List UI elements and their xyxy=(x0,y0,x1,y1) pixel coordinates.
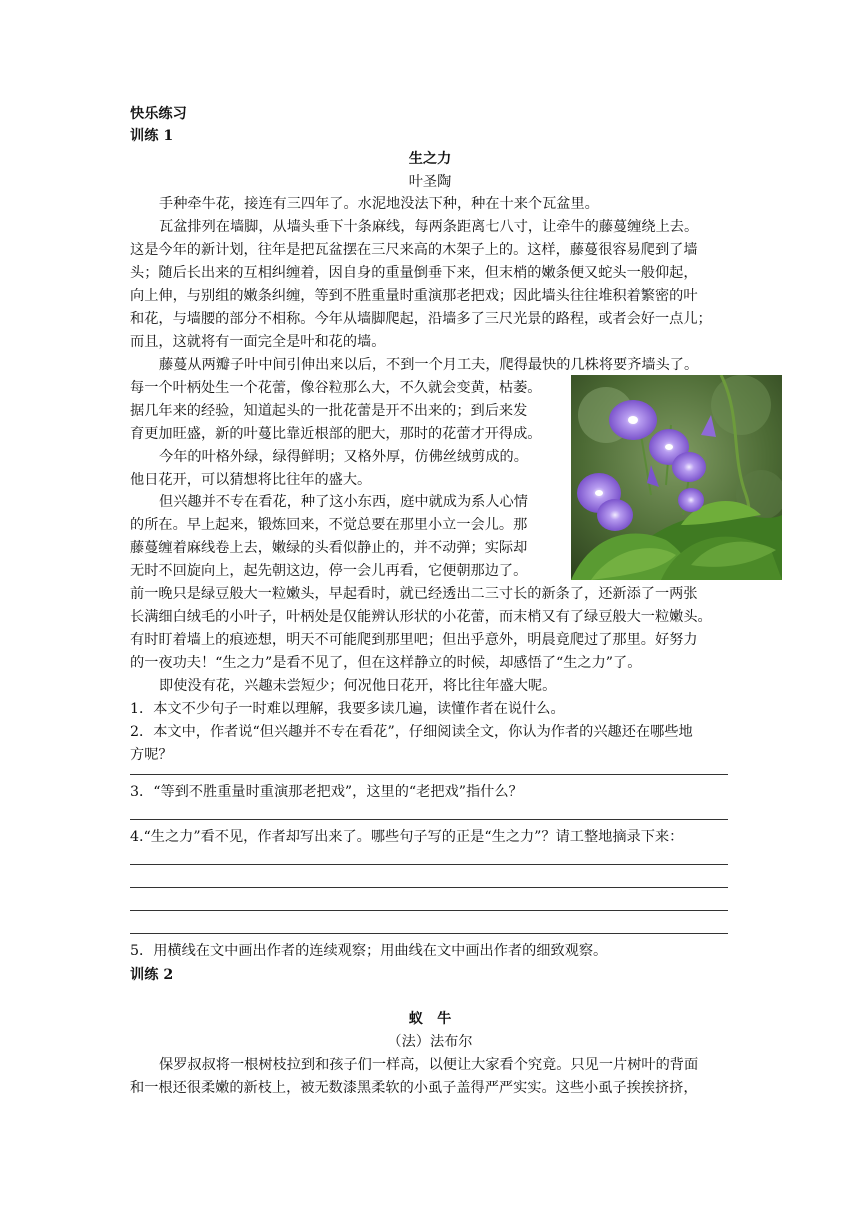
training2-label: 训练 2 xyxy=(130,967,174,983)
passage-line: 藤蔓缠着麻线卷上去，嫩绿的头看似静止的，并不动弹；实际却 xyxy=(130,540,528,556)
question-5: 5．用横线在文中画出作者的连续观察；用曲线在文中画出作者的细致观察。 xyxy=(130,943,608,959)
passage-line: 今年的叶格外绿，绿得鲜明；又格外厚，仿佛丝绒剪成的。 xyxy=(159,449,528,465)
passage-line: 手种牵牛花，接连有三四年了。水泥地没法下种，种在十来个瓦盆里。 xyxy=(159,196,599,212)
section-title: 快乐练习 xyxy=(130,106,187,122)
passage-line: 和一根还很柔嫩的新枝上，被无数漆黑柔软的小虱子盖得严严实实。这些小虱子挨挨挤挤， xyxy=(130,1080,698,1096)
training1-author: 叶圣陶 xyxy=(408,174,452,190)
question-1: 1．本文不少句子一时难以理解，我要多读几遍，读懂作者在说什么。 xyxy=(130,701,565,717)
passage-line: 的一夜功夫！“生之力”是看不见了，但在这样静立的时候，却感悟了“生之力”了。 xyxy=(130,655,642,671)
passage-line: 而且，这就将有一面完全是叶和花的墙。 xyxy=(130,334,386,350)
passage-line: 但兴趣并不专在看花，种了这小东西，庭中就成为系人心情 xyxy=(159,494,528,510)
passage-line: 据几年来的经验，知道起头的一批花蕾是开不出来的；到后来发 xyxy=(130,403,528,419)
training1-label: 训练 1 xyxy=(130,128,174,144)
training1-title: 生之力 xyxy=(408,151,452,167)
passage-line: 每一个叶柄处生一个花蕾，像谷粒那么大，不久就会变黄，枯萎。 xyxy=(130,380,542,396)
passage-line: 头；随后长出来的互相纠缠着，因自身的重量倒垂下来，但末梢的嫩条便又蛇头一般仰起， xyxy=(130,265,698,281)
passage-line: 和花，与墙腰的部分不相称。今年从墙脚爬起，沿墙多了三尺光景的路程，或者会好一点儿； xyxy=(130,311,712,327)
passage-line: 长满细白绒毛的小叶子，叶柄处是仅能辨认形状的小花蕾，而末梢又有了绿豆般大一粒嫩头。 xyxy=(130,609,712,625)
passage-line: 向上伸，与别组的嫩条纠缠，等到不胜重量时重演那老把戏；因此墙头往往堆积着繁密的叶 xyxy=(130,288,698,304)
passage-line: 育更加旺盛，新的叶蔓比靠近根部的肥大，那时的花蕾才开得成。 xyxy=(130,426,542,442)
question-2-cont: 方呢？ xyxy=(130,747,173,763)
passage-line: 有时盯着墙上的痕迹想，明天不可能爬到那里吧；但出乎意外，明晨竟爬过了那里。好努力 xyxy=(130,632,698,648)
answer-line[interactable] xyxy=(130,887,728,888)
morning-glory-photo xyxy=(571,375,782,580)
passage-line: 前一晚只是绿豆般大一粒嫩头，早起看时，就已经透出二三寸长的新条了，还新添了一两张 xyxy=(130,586,698,602)
answer-line[interactable] xyxy=(130,819,728,820)
passage-line: 藤蔓从两瓣子叶中间引伸出来以后，不到一个月工夫，爬得最快的几株将要齐墙头了。 xyxy=(159,357,699,373)
passage-line: 的所在。早上起来，锻炼回来，不觉总要在那里小立一会儿。那 xyxy=(130,517,528,533)
question-2: 2．本文中，作者说“但兴趣并不专在看花”，仔细阅读全文，你认为作者的兴趣还在哪些地 xyxy=(130,724,693,740)
training2-author: （法）法布尔 xyxy=(387,1034,473,1050)
passage-line: 即使没有花，兴趣未尝短少；何况他日花开，将比往年盛大呢。 xyxy=(159,678,557,694)
passage-line: 保罗叔叔将一根树枝拉到和孩子们一样高，以便让大家看个究竟。只见一片树叶的背面 xyxy=(159,1057,699,1073)
question-4: 4.“生之力”看不见，作者却写出来了。哪些句子写的正是“生之力”？请工整地摘录下来： xyxy=(130,829,684,845)
passage-line: 他日花开，可以猜想将比往年的盛大。 xyxy=(130,472,372,488)
passage-line: 瓦盆排列在墙脚，从墙头垂下十条麻线，每两条距离七八寸，让牵牛的藤蔓缠绕上去。 xyxy=(159,219,699,235)
answer-line[interactable] xyxy=(130,864,728,865)
answer-line[interactable] xyxy=(130,933,728,934)
training2-title: 蚁 牛 xyxy=(408,1011,452,1027)
passage-line: 这是今年的新计划，往年是把瓦盆摆在三尺来高的木架子上的。这样，藤蔓很容易爬到了墙 xyxy=(130,242,698,258)
passage-line: 无时不回旋向上，起先朝这边，停一会儿再看，它便朝那边了。 xyxy=(130,563,528,579)
question-3: 3．“等到不胜重量时重演那老把戏”，这里的“老把戏”指什么？ xyxy=(130,784,523,800)
answer-line[interactable] xyxy=(130,910,728,911)
answer-line[interactable] xyxy=(130,774,728,775)
